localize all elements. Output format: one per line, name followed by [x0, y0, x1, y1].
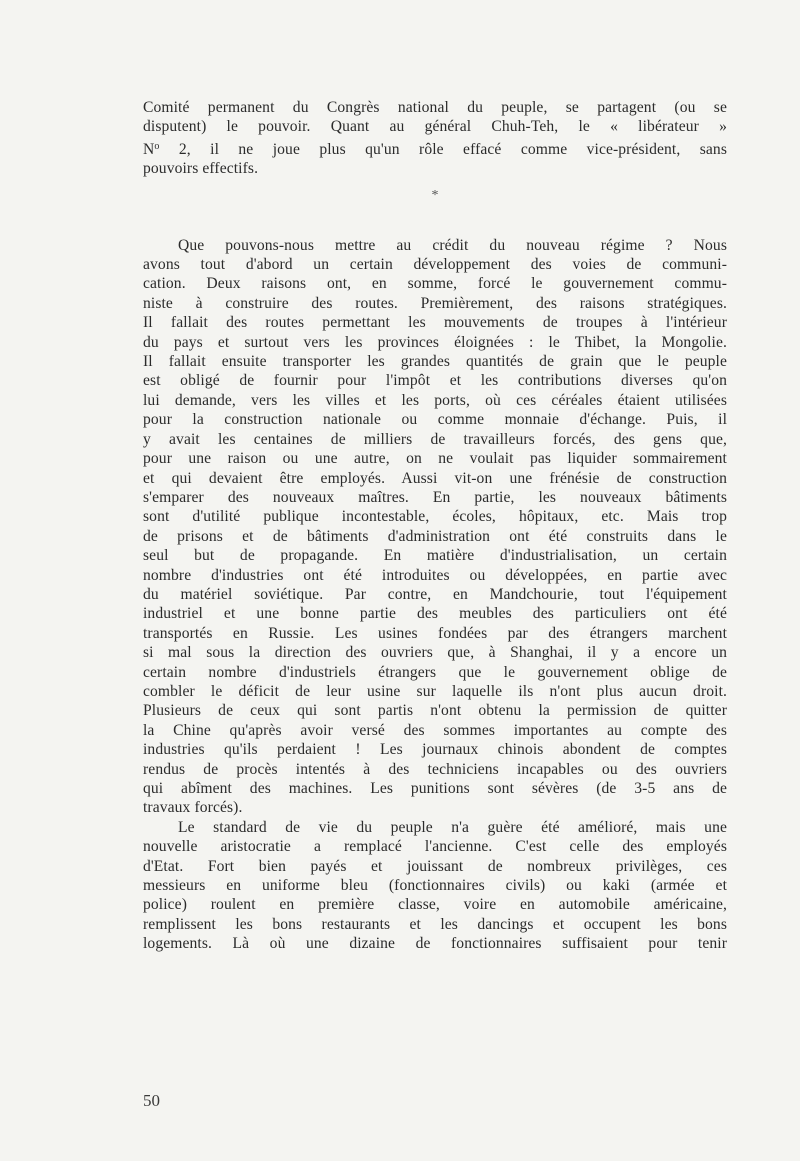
- text-line-with-number: [143, 137, 727, 159]
- text-line: qui abîment des machines. Les punitions sont sévères (de 3-5 ans de: [143, 780, 727, 797]
- text-line: combler le déficit de leur usine sur laquelle ils n'ont plus aucun droit.: [143, 682, 727, 700]
- text-line: remplissent les bons restaurants et les dancings et occupent les bons: [143, 915, 727, 933]
- text-line: Il fallait ensuite transporter les grandes quantités de grain que le peuple: [143, 353, 727, 371]
- text-line: disputent) le pouvoir. Quant au général Chuh-Teh, le « libérateur »: [143, 118, 727, 136]
- page-body: [143, 98, 727, 954]
- text-line: du matériel soviétique. Par contre, en Mandchourie, tout l'équipement: [143, 585, 727, 603]
- text-line: logements. Là où une dizaine de fonctionnaires suffisaient pour tenir: [143, 935, 727, 953]
- text-line: y avait les centaines de milliers de travailleurs forcés, des gens que,: [143, 430, 727, 448]
- text-line: lui demande, vers les villes et les ports, où ces céréales étaient utilisées: [143, 391, 727, 409]
- paragraph-continuation: [143, 98, 727, 179]
- text-line: si mal sous la direction des ouvriers que, à Shanghai, il y a encore un: [143, 644, 727, 662]
- number-prefix: N: [143, 140, 155, 158]
- text-line: Comité permanent du Congrès national du peuple, se partagent (ou se: [143, 99, 727, 116]
- text-line: Le standard de vie du peuple n'a guère été amélioré, mais une: [178, 818, 727, 836]
- text-line: pour une raison ou une autre, on ne voulait pas liquider sommairement: [143, 450, 727, 468]
- text-line: pouvoirs effectifs.: [143, 160, 259, 178]
- text-line: avons tout d'abord un certain développement des voies de communi-: [143, 256, 727, 274]
- text-line: niste à construire des routes. Premièrement, des raisons stratégiques.: [143, 294, 727, 312]
- text-line: seul but de propagande. En matière d'industrialisation, un certain: [143, 547, 727, 565]
- text-line: police) roulent en première classe, voire en automobile américaine,: [143, 896, 727, 914]
- text-line: certain nombre d'industriels étrangers que le gouvernement oblige de: [143, 663, 727, 681]
- text-line: transportés en Russie. Les usines fondées par des étrangers marchent: [143, 624, 727, 642]
- text-line: d'Etat. Fort bien payés et jouissant de nombreux privilèges, ces: [143, 857, 727, 875]
- paragraph-standard-of-living: [143, 818, 727, 954]
- text-line: de prisons et de bâtiments d'administration ont été construits dans le: [143, 527, 727, 545]
- text-line: nouvelle aristocratie a remplacé l'ancienne. C'est celle des employés: [143, 838, 727, 856]
- text-line: cation. Deux raisons ont, en somme, forcé le gouvernement commu-: [143, 275, 727, 293]
- text-line: Il fallait des routes permettant les mouvements de troupes à l'intérieur: [143, 314, 727, 332]
- text-line: 2, il ne joue plus qu'un rôle effacé comme vice-président, sans: [178, 140, 727, 158]
- text-line: rendus de procès intentés à des techniciens incapables ou des ouvriers: [143, 760, 727, 778]
- text-line: Que pouvons-nous mettre au crédit du nouveau régime ? Nous: [178, 236, 727, 254]
- text-line: s'emparer des nouveaux maîtres. En partie, les nouveaux bâtiments: [143, 488, 727, 506]
- text-line: Plusieurs de ceux qui sont partis n'ont obtenu la permission de quitter: [143, 702, 727, 720]
- text-line: nombre d'industries ont été introduites ou développées, en partie avec: [143, 566, 727, 584]
- text-line: industries qu'ils perdaient ! Les journaux chinois abondent de comptes: [143, 741, 727, 759]
- text-line: est obligé de fournir pour l'impôt et les contributions diverses qu'on: [143, 372, 727, 390]
- section-separator: *: [431, 187, 439, 203]
- text-line: messieurs en uniforme bleu (fonctionnaires civils) ou kaki (armée et: [143, 877, 727, 895]
- paragraph-achievements: [143, 236, 727, 818]
- text-line: pour la construction nationale ou comme monnaie d'échange. Puis, il: [143, 411, 727, 429]
- text-line: et qui devaient être employés. Aussi vit-on une frénésie de construction: [143, 469, 727, 487]
- text-line: sont d'utilité publique incontestable, écoles, hôpitaux, etc. Mais trop: [143, 508, 727, 526]
- number-superscript: o: [154, 140, 160, 152]
- text-line: travaux forcés).: [143, 799, 243, 817]
- text-line: industriel et une bonne partie des meubles des particuliers ont été: [143, 605, 727, 623]
- text-line: la Chine qu'après avoir versé des sommes importantes au compte des: [143, 721, 727, 739]
- page-number: 50: [143, 1091, 160, 1110]
- text-line: du pays et surtout vers les provinces éloignées : le Thibet, la Mongolie.: [143, 333, 727, 351]
